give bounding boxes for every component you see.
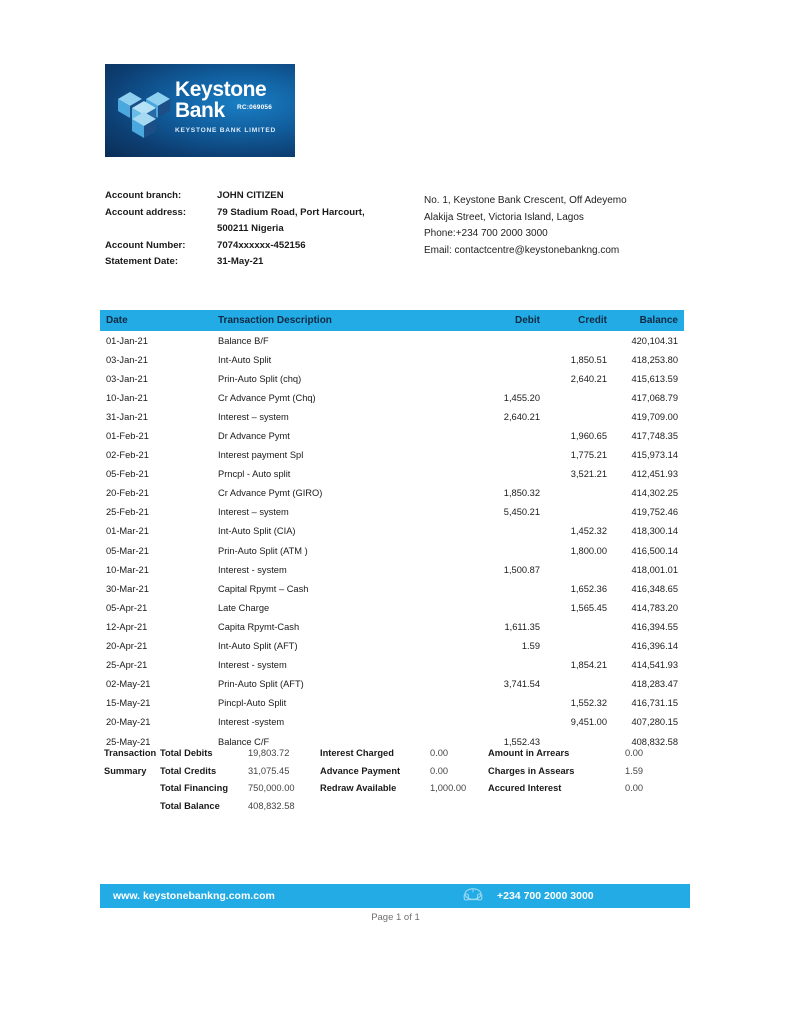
summary-label: Redraw Available bbox=[320, 783, 397, 794]
page-indicator: Page 1 of 1 bbox=[371, 912, 420, 923]
transaction-credit: 1,452.32 bbox=[570, 526, 607, 537]
summary-value: 408,832.58 bbox=[248, 800, 295, 811]
keystone-bank-logo bbox=[105, 64, 295, 157]
table-row bbox=[100, 598, 684, 617]
transaction-balance: 414,783.20 bbox=[631, 602, 678, 613]
transaction-description: Int-Auto Split (CIA) bbox=[218, 526, 296, 537]
transaction-date: 03-Jan-21 bbox=[106, 373, 148, 384]
table-row bbox=[100, 388, 684, 407]
transaction-summary bbox=[104, 745, 694, 831]
transaction-credit: 1,775.21 bbox=[570, 450, 607, 461]
transaction-balance: 418,253.80 bbox=[631, 354, 678, 365]
transaction-balance: 407,280.15 bbox=[631, 717, 678, 728]
transaction-date: 20-Feb-21 bbox=[106, 488, 149, 499]
transaction-date: 05-Mar-21 bbox=[106, 545, 149, 556]
column-header-balance: Balance bbox=[639, 315, 678, 326]
bank-address-email: Email: contactcentre@keystonebankng.com bbox=[424, 244, 620, 256]
transaction-description: Prncpl - Auto split bbox=[218, 469, 291, 480]
transaction-description: Cr Advance Pymt (GIRO) bbox=[218, 488, 323, 499]
transaction-date: 05-Feb-21 bbox=[106, 469, 149, 480]
transaction-credit: 1,552.32 bbox=[570, 698, 607, 709]
transaction-description: Prin-Auto Split (AFT) bbox=[218, 679, 304, 690]
transaction-description: Late Charge bbox=[218, 602, 270, 613]
transaction-description: Capital Rpymt – Cash bbox=[218, 583, 309, 594]
transaction-description: Int-Auto Split bbox=[218, 354, 272, 365]
transaction-debit: 1,455.20 bbox=[503, 392, 540, 403]
transaction-balance: 416,500.14 bbox=[631, 545, 678, 556]
transaction-date: 31-Jan-21 bbox=[106, 411, 148, 422]
transaction-balance: 419,752.46 bbox=[631, 507, 678, 518]
transaction-balance: 416,348.65 bbox=[631, 583, 678, 594]
transaction-description: Interest – system bbox=[218, 411, 289, 422]
isometric-cubes-icon bbox=[115, 83, 173, 139]
logo-tagline: KEYSTONE BANK LIMITED bbox=[175, 127, 276, 134]
summary-title-line1: Transaction bbox=[104, 748, 157, 758]
transaction-description: Dr Advance Pymt bbox=[218, 431, 290, 442]
transaction-debit: 1.59 bbox=[521, 641, 540, 652]
account-branch-label: Account branch: bbox=[105, 190, 182, 201]
transaction-balance: 418,300.14 bbox=[631, 526, 678, 537]
transaction-date: 25-May-21 bbox=[106, 736, 151, 747]
transaction-description: Prin-Auto Split (ATM ) bbox=[218, 545, 308, 556]
telephone-icon bbox=[462, 887, 484, 905]
transaction-credit: 1,652.36 bbox=[570, 583, 607, 594]
transaction-date: 30-Mar-21 bbox=[106, 583, 149, 594]
transaction-date: 01-Feb-21 bbox=[106, 431, 149, 442]
account-details bbox=[105, 189, 435, 272]
transaction-description: Interest -system bbox=[218, 717, 285, 728]
summary-label: Advance Payment bbox=[320, 765, 401, 776]
transaction-credit: 1,854.21 bbox=[570, 660, 607, 671]
transaction-balance: 418,283.47 bbox=[631, 679, 678, 690]
summary-line bbox=[160, 763, 320, 781]
summary-label: Total Balance bbox=[160, 800, 220, 811]
transaction-date: 25-Feb-21 bbox=[106, 507, 149, 518]
transaction-balance: 419,709.00 bbox=[631, 411, 678, 422]
footer-bar bbox=[100, 884, 690, 908]
transaction-date: 03-Jan-21 bbox=[106, 354, 148, 365]
transaction-date: 25-Apr-21 bbox=[106, 660, 148, 671]
transaction-balance: 414,302.25 bbox=[631, 488, 678, 499]
transaction-debit: 1,850.32 bbox=[503, 488, 540, 499]
transaction-description: Balance C/F bbox=[218, 736, 270, 747]
transaction-date: 12-Apr-21 bbox=[106, 621, 148, 632]
transaction-debit: 2,640.21 bbox=[503, 411, 540, 422]
summary-value: 0.00 bbox=[625, 748, 644, 758]
table-row bbox=[100, 675, 684, 694]
transaction-date: 05-Apr-21 bbox=[106, 602, 148, 613]
summary-label: Charges in Assears bbox=[488, 765, 575, 776]
transaction-description: Interest - system bbox=[218, 564, 287, 575]
summary-value: 1,000.00 bbox=[430, 783, 467, 794]
column-header-debit: Debit bbox=[515, 315, 540, 326]
transaction-date: 15-May-21 bbox=[106, 698, 151, 709]
table-row bbox=[100, 637, 684, 656]
transaction-description: Pincpl-Auto Split bbox=[218, 698, 287, 709]
table-row bbox=[100, 656, 684, 675]
table-row bbox=[100, 713, 684, 732]
summary-line bbox=[320, 780, 490, 798]
transaction-credit: 1,800.00 bbox=[570, 545, 607, 556]
summary-label: Interest Charged bbox=[320, 748, 394, 758]
summary-value: 0.00 bbox=[625, 783, 644, 794]
summary-column-totals bbox=[160, 745, 320, 815]
summary-line bbox=[488, 745, 698, 763]
statement-date-value: 31-May-21 bbox=[217, 256, 264, 267]
account-branch-value: JOHN CITIZEN bbox=[217, 190, 284, 201]
table-row bbox=[100, 331, 684, 350]
table-row bbox=[100, 503, 684, 522]
logo-rc-number: RC:069056 bbox=[237, 104, 273, 111]
table-row bbox=[100, 407, 684, 426]
logo-name-line1: Keystone bbox=[175, 78, 267, 101]
summary-line bbox=[160, 745, 320, 763]
statement-date-row bbox=[105, 255, 435, 268]
logo-name-line2: Bank bbox=[175, 99, 225, 122]
transaction-balance: 417,748.35 bbox=[631, 431, 678, 442]
transaction-date: 10-Mar-21 bbox=[106, 564, 149, 575]
summary-line bbox=[488, 780, 698, 798]
transaction-balance: 415,613.59 bbox=[631, 373, 678, 384]
summary-value: 0.00 bbox=[430, 765, 449, 776]
transaction-balance: 415,973.14 bbox=[631, 450, 678, 461]
footer-phone-number: +234 700 2000 3000 bbox=[497, 890, 594, 902]
summary-label: Accured Interest bbox=[488, 783, 562, 794]
summary-title bbox=[104, 745, 162, 780]
transaction-date: 20-Apr-21 bbox=[106, 641, 148, 652]
transaction-date: 10-Jan-21 bbox=[106, 392, 148, 403]
summary-label: Amount in Arrears bbox=[488, 748, 570, 758]
account-number-label: Account Number: bbox=[105, 239, 186, 251]
summary-line bbox=[488, 763, 698, 781]
table-row bbox=[100, 541, 684, 560]
summary-column-charges bbox=[320, 745, 490, 798]
summary-line bbox=[320, 763, 490, 781]
transaction-date: 02-May-21 bbox=[106, 679, 151, 690]
transaction-credit: 9,451.00 bbox=[570, 717, 607, 728]
transaction-credit: 1,960.65 bbox=[570, 431, 607, 442]
summary-label: Total Financing bbox=[160, 783, 229, 794]
account-address-label: Account address: bbox=[105, 206, 187, 218]
statement-date-label: Statement Date: bbox=[105, 256, 179, 267]
transaction-debit: 5,450.21 bbox=[503, 507, 540, 518]
summary-value: 1.59 bbox=[625, 765, 644, 776]
bank-address-phone: Phone:+234 700 2000 3000 bbox=[424, 228, 548, 239]
table-row bbox=[100, 369, 684, 388]
summary-value: 19,803.72 bbox=[248, 748, 290, 758]
transaction-balance: 418,001.01 bbox=[631, 564, 678, 575]
summary-line bbox=[160, 780, 320, 798]
table-header-row bbox=[100, 310, 684, 331]
account-address-value-line1: 79 Stadium Road, Port Harcourt, bbox=[217, 206, 365, 218]
transaction-description: Cr Advance Pymt (Chq) bbox=[218, 392, 316, 403]
bank-address-line1: No. 1, Keystone Bank Crescent, Off Adeyemo bbox=[424, 195, 627, 206]
transaction-description: Interest payment Spl bbox=[218, 450, 304, 461]
transaction-credit: 1,565.45 bbox=[570, 602, 607, 613]
transaction-date: 01-Mar-21 bbox=[106, 526, 149, 537]
summary-line bbox=[160, 798, 320, 816]
transaction-date: 20-May-21 bbox=[106, 717, 151, 728]
transaction-description: Int-Auto Split (AFT) bbox=[218, 641, 298, 652]
summary-label: Total Debits bbox=[160, 748, 213, 758]
bank-address-line2: Alakija Street, Victoria Island, Lagos bbox=[424, 211, 584, 223]
transaction-balance: 416,396.14 bbox=[631, 641, 678, 652]
transaction-date: 02-Feb-21 bbox=[106, 450, 149, 461]
account-number-value: 7074xxxxxx-452156 bbox=[217, 239, 306, 251]
transaction-balance: 420,104.31 bbox=[631, 335, 678, 346]
summary-line bbox=[320, 745, 490, 763]
summary-value: 31,075.45 bbox=[248, 765, 290, 776]
table-row bbox=[100, 426, 684, 445]
account-number-row bbox=[105, 239, 435, 252]
bank-address-block bbox=[424, 193, 694, 259]
table-row bbox=[100, 465, 684, 484]
table-row bbox=[100, 579, 684, 598]
transaction-credit: 2,640.21 bbox=[570, 373, 607, 384]
transaction-description: Interest - system bbox=[218, 660, 287, 671]
transaction-debit: 1,552.43 bbox=[503, 736, 540, 747]
table-row bbox=[100, 560, 684, 579]
table-row bbox=[100, 350, 684, 369]
column-header-date: Date bbox=[106, 315, 128, 326]
transaction-balance: 417,068.79 bbox=[631, 392, 678, 403]
column-header-description: Transaction Description bbox=[218, 315, 332, 326]
transaction-balance: 416,394.55 bbox=[631, 621, 678, 632]
summary-title-line2: Summary bbox=[104, 765, 147, 776]
transaction-balance: 416,731.15 bbox=[631, 698, 678, 709]
transaction-debit: 3,741.54 bbox=[503, 679, 540, 690]
summary-value: 750,000.00 bbox=[248, 783, 295, 794]
transaction-description: Prin-Auto Split (chq) bbox=[218, 373, 302, 384]
transaction-description: Capita Rpymt-Cash bbox=[218, 621, 300, 632]
transaction-debit: 1,611.35 bbox=[504, 621, 540, 632]
transaction-balance: 412,451.93 bbox=[631, 469, 678, 480]
column-header-credit: Credit bbox=[578, 315, 607, 326]
summary-value: 0.00 bbox=[430, 748, 449, 758]
transaction-balance: 408,832.58 bbox=[631, 736, 678, 747]
transaction-credit: 3,521.21 bbox=[570, 469, 607, 480]
summary-column-arrears bbox=[488, 745, 698, 798]
account-address-value-line2: 500211 Nigeria bbox=[217, 223, 284, 234]
transactions-table bbox=[100, 310, 684, 751]
transaction-balance: 414,541.93 bbox=[631, 660, 678, 671]
transaction-debit: 1,500.87 bbox=[503, 564, 540, 575]
footer-website-link[interactable]: www. keystonebankng.com.com bbox=[113, 890, 275, 902]
table-body bbox=[100, 331, 684, 751]
table-row bbox=[100, 694, 684, 713]
table-row bbox=[100, 484, 684, 503]
summary-label: Total Credits bbox=[160, 765, 217, 776]
transaction-date: 01-Jan-21 bbox=[106, 335, 148, 346]
table-row bbox=[100, 617, 684, 636]
account-branch-row bbox=[105, 189, 435, 202]
account-address-row bbox=[105, 206, 435, 219]
transaction-description: Balance B/F bbox=[218, 335, 269, 346]
table-row bbox=[100, 522, 684, 541]
table-row bbox=[100, 446, 684, 465]
transaction-description: Interest – system bbox=[218, 507, 289, 518]
transaction-credit: 1,850.51 bbox=[570, 354, 607, 365]
